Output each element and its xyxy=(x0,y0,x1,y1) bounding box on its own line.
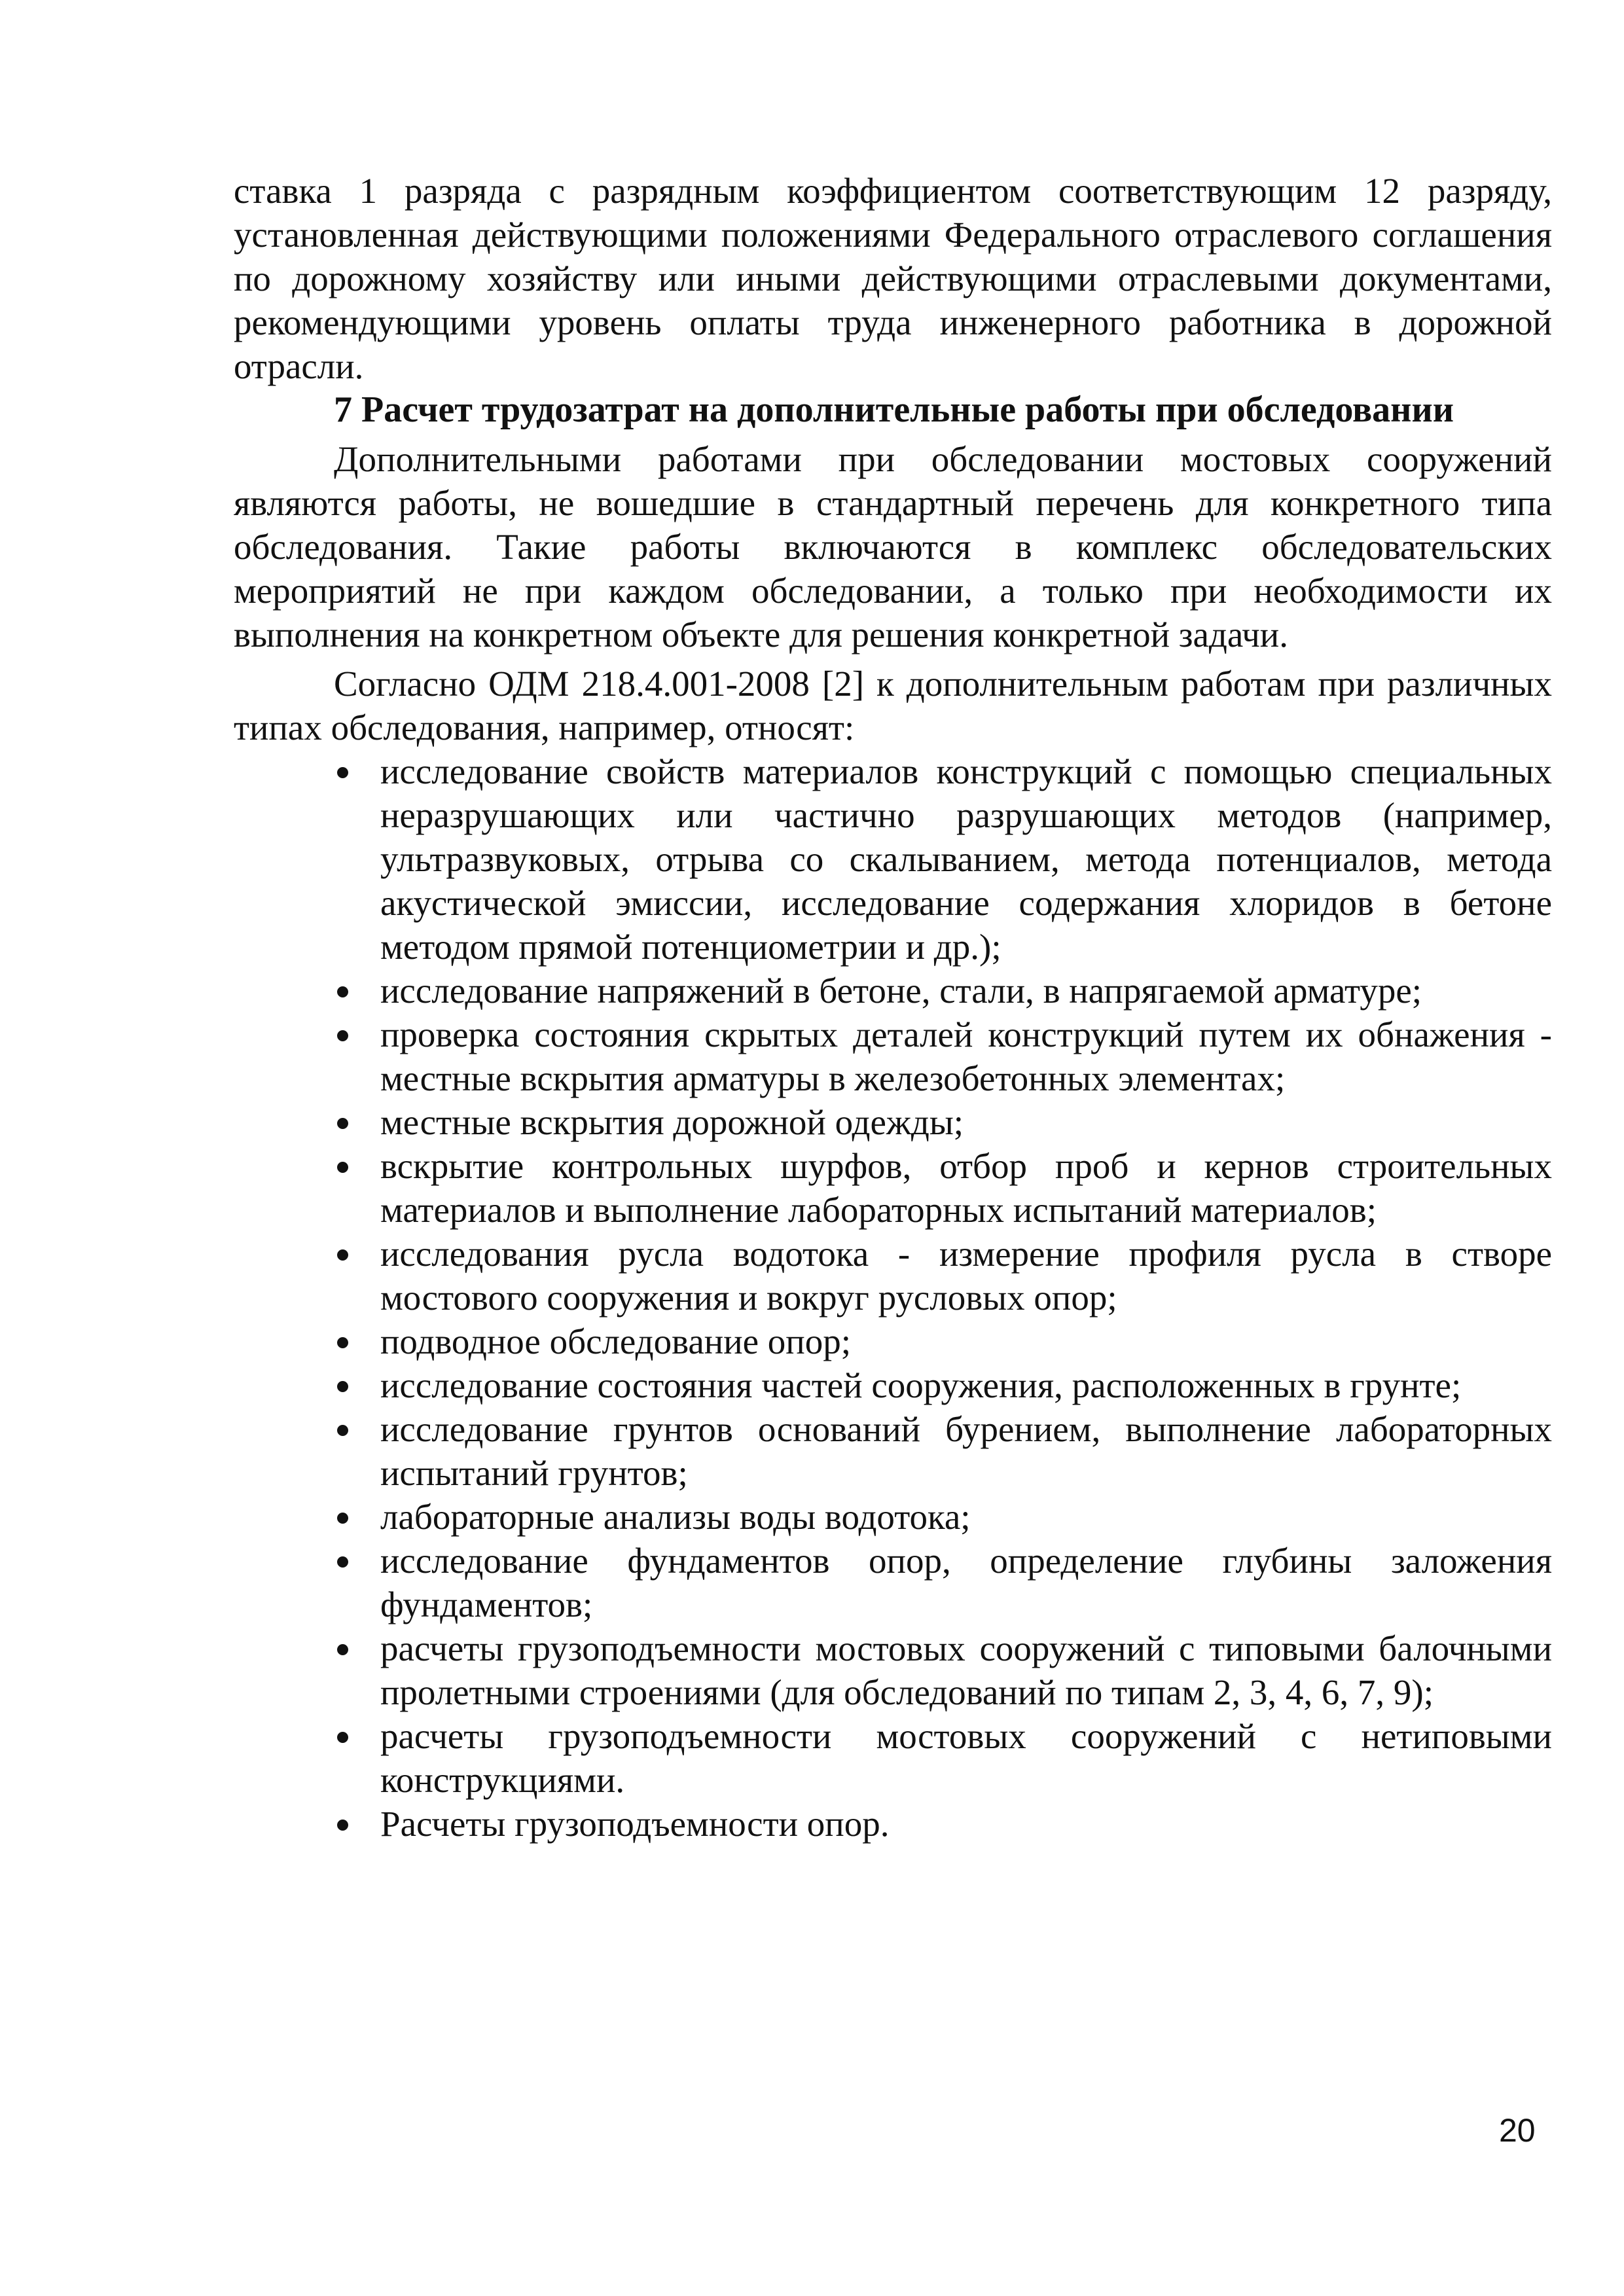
bullet-icon xyxy=(337,1820,348,1831)
list-item: исследование фундаментов опор, определение глубины заложения фундаментов; xyxy=(234,1539,1552,1626)
bullet-icon xyxy=(337,1644,348,1655)
bullet-icon xyxy=(337,986,348,997)
list-item: проверка состояния скрытых деталей конструкций путем их обнажения - местные вскрытия арматуры в железобетонных элементах; xyxy=(234,1013,1552,1100)
page-number: 20 xyxy=(1499,2112,1536,2149)
list-item: исследование свойств материалов конструкций с помощью специальных неразрушающих или частично разрушающих методов (например, ультразвуковых, отрыва со скалыванием, метода потенциалов, метода акустической эмиссии, исследование содержания хлоридов в бетоне методом прямой потенциометрии и др.); xyxy=(234,749,1552,969)
paragraph-odm-reference: Согласно ОДМ 218.4.001-2008 [2] к дополнительным работам при различных типах обследования, например, относят: xyxy=(234,664,1552,747)
list-item: местные вскрытия дорожной одежды; xyxy=(234,1100,1552,1144)
section-heading: 7 Расчет трудозатрат на дополнительные работы при обследовании xyxy=(334,389,1454,430)
list-item: исследование напряжений в бетоне, стали, в напрягаемой арматуре; xyxy=(234,969,1552,1013)
list-item: исследование грунтов оснований бурением, выполнение лабораторных испытаний грунтов; xyxy=(234,1407,1552,1495)
additional-works-list xyxy=(234,749,1552,1846)
intro-paragraph: ставка 1 разряда с разрядным коэффициентом соответствующим 12 разряду, установленная действующими положениями Федерального отраслевого соглашения по дорожному хозяйству или иными действующими отраслевыми документами, рекомендующими уровень оплаты труда инженерного работника в дорожной отрасли. xyxy=(234,171,1552,386)
list-item: расчеты грузоподъемности мостовых сооружений с типовыми балочными пролетными строениями (для обследований по типам 2, 3, 4, 6, 7, 9); xyxy=(234,1626,1552,1714)
bullet-icon xyxy=(337,1162,348,1173)
bullet-icon xyxy=(337,1030,348,1041)
list-item: исследование состояния частей сооружения, расположенных в грунте; xyxy=(234,1363,1552,1407)
bullet-icon xyxy=(337,1381,348,1392)
list-item: подводное обследование опор; xyxy=(234,1319,1552,1363)
bullet-icon xyxy=(337,1118,348,1129)
bullet-icon xyxy=(337,1337,348,1348)
list-item: Расчеты грузоподъемности опор. xyxy=(234,1802,1552,1846)
list-item: вскрытие контрольных шурфов, отбор проб и кернов строительных материалов и выполнение лабораторных испытаний материалов; xyxy=(234,1144,1552,1232)
bullet-icon xyxy=(337,1513,348,1524)
list-item: лабораторные анализы воды водотока; xyxy=(234,1495,1552,1539)
bullet-icon xyxy=(337,1732,348,1743)
list-item: расчеты грузоподъемности мостовых сооружений с нетиповыми конструкциями. xyxy=(234,1714,1552,1802)
bullet-icon xyxy=(337,1425,348,1436)
paragraph-additional-works: Дополнительными работами при обследовании мостовых сооружений являются работы, не вошедшие в стандартный перечень для конкретного типа обследования. Такие работы включаются в комплекс обследовательских мероприятий не при каждом обследовании, а только при необходимости их выполнения на конкретном объекте для решения конкретной задачи. xyxy=(234,439,1552,655)
bullet-icon xyxy=(337,1556,348,1568)
list-item: исследования русла водотока - измерение профиля русла в створе мостового сооружения и вокруг русловых опор; xyxy=(234,1232,1552,1319)
bullet-icon xyxy=(337,1249,348,1261)
document-page xyxy=(234,169,1552,1846)
bullet-icon xyxy=(337,767,348,778)
